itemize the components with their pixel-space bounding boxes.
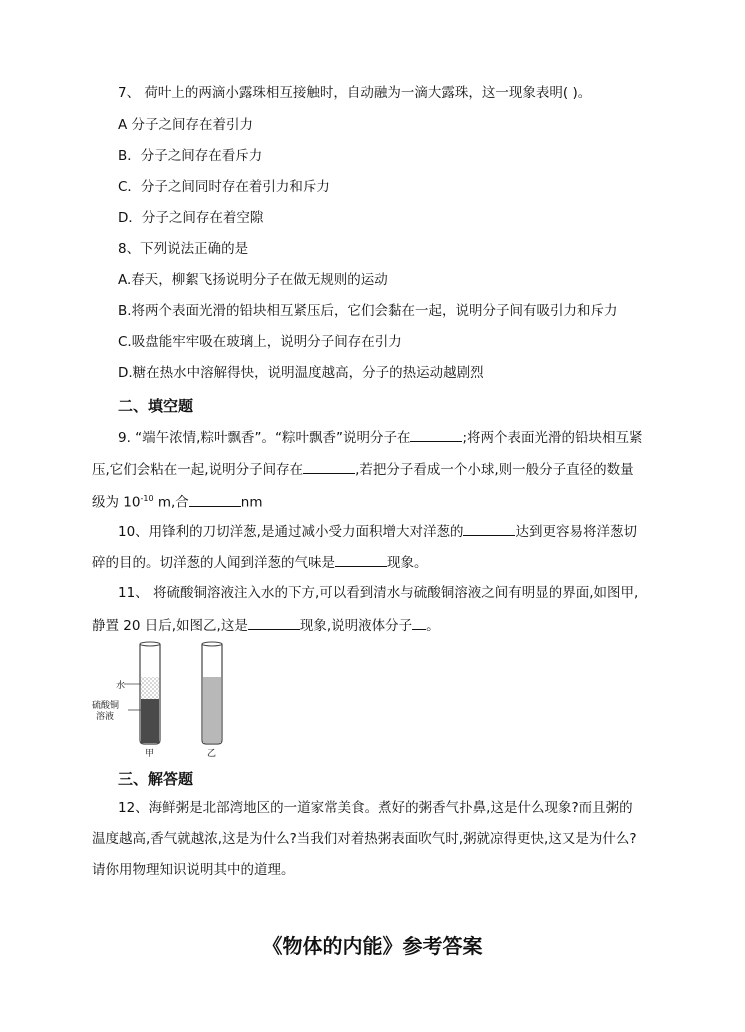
q11-line-1: 11、 将硫酸铜溶液注入水的下方,可以看到清水与硫酸铜溶液之间有明显的界面,如图甲,	[118, 585, 639, 601]
cylinder-figure	[88, 640, 238, 760]
q7-option-a: A 分子之间存在着引力	[118, 117, 254, 133]
q8-option-c: C.吸盘能牢牢吸在玻璃上，说明分子间存在引力	[118, 334, 402, 350]
label-solution-1: 硫酸铜	[92, 701, 120, 711]
copper-sulfate-layer	[141, 699, 159, 743]
q11-text: 静置 20 日后,如图乙,这是	[92, 618, 248, 634]
q12-line-3: 请你用物理知识说明其中的道理。	[92, 862, 295, 878]
q8-stem: 8、下列说法正确的是	[118, 241, 249, 257]
answer-blank[interactable]	[335, 552, 387, 567]
answer-blank[interactable]	[303, 459, 355, 474]
q9-line-3	[92, 490, 263, 512]
q9-text: ;将两个表面光滑的铅块相互紧	[462, 430, 643, 446]
q12-line-1: 12、海鲜粥是北部湾地区的一道家常美食。煮好的粥香气扑鼻,这是什么现象?而且粥的	[118, 800, 633, 816]
q9-text: 压,它们会粘在一起,说明分子间存在	[92, 462, 304, 478]
answer-blank[interactable]	[189, 492, 241, 507]
answer-blank[interactable]	[412, 615, 426, 630]
q8-option-a: A.春天，柳絮飞扬说明分子在做无规则的运动	[118, 272, 388, 288]
q9-text: 9. “端午浓情,粽叶飘香”。“粽叶飘香”说明分子在	[118, 430, 411, 446]
q7-stem: 7、 荷叶上的两滴小露珠相互接触时，自动融为一滴大露珠，这一现象表明( )。	[118, 85, 592, 101]
q11-text: 。	[426, 618, 440, 634]
q9-line-2	[92, 459, 634, 479]
caption-b: 乙	[207, 749, 217, 759]
q9-text: ,若把分子看成一个小球,则一般分子直径的数量	[355, 462, 634, 478]
cylinder-a	[124, 642, 160, 744]
q9-exponent: -10	[140, 494, 154, 503]
q9-text: m,合	[153, 494, 189, 511]
section-heading-answer: 三、解答题	[118, 770, 194, 788]
q9-text: 级为 10	[92, 494, 141, 511]
q9-line-1	[118, 427, 643, 447]
answer-blank[interactable]	[410, 427, 462, 442]
q10-text: 碎的目的。切洋葱的人闻到洋葱的气味是	[92, 555, 335, 571]
q8-option-b: B.将两个表面光滑的铅块相互紧压后，它们会黏在一起，说明分子间有吸引力和斥力	[118, 303, 618, 319]
q9-unit: nm	[240, 494, 263, 511]
q10-line-2	[92, 552, 428, 572]
q10-text: 达到更容易将洋葱切	[515, 524, 637, 540]
answer-blank[interactable]	[463, 521, 515, 536]
answer-blank[interactable]	[248, 615, 300, 630]
q10-text: 现象。	[387, 555, 428, 571]
q10-text: 10、用锋利的刀切洋葱,是通过减小受力面积增大对洋葱的	[118, 524, 464, 540]
answer-title: 《物体的内能》参考答案	[262, 934, 483, 958]
cylinder-b	[202, 642, 222, 744]
q11-text: 现象,说明液体分子	[299, 618, 413, 634]
label-solution-2: 溶液	[96, 712, 115, 722]
q8-option-d: D.糖在热水中溶解得快，说明温度越高，分子的热运动越剧烈	[118, 365, 484, 381]
q7-option-b: B．分子之间存在看斥力	[118, 148, 263, 164]
caption-a: 甲	[145, 749, 155, 759]
q10-line-1	[118, 521, 637, 541]
water-layer	[141, 677, 159, 699]
q7-option-d: D．分子之间存在着空隙	[118, 210, 264, 226]
q12-line-2: 温度越高,香气就越浓,这是为什么?当我们对着热粥表面吹气时,粥就凉得更快,这又是为什么?	[92, 831, 637, 847]
q11-line-2	[92, 615, 440, 635]
label-water: 水	[116, 681, 126, 691]
mixed-solution	[203, 677, 221, 743]
q7-option-c: C．分子之间同时存在着引力和斥力	[118, 179, 330, 195]
section-heading-fill-in: 二、填空题	[118, 397, 194, 415]
